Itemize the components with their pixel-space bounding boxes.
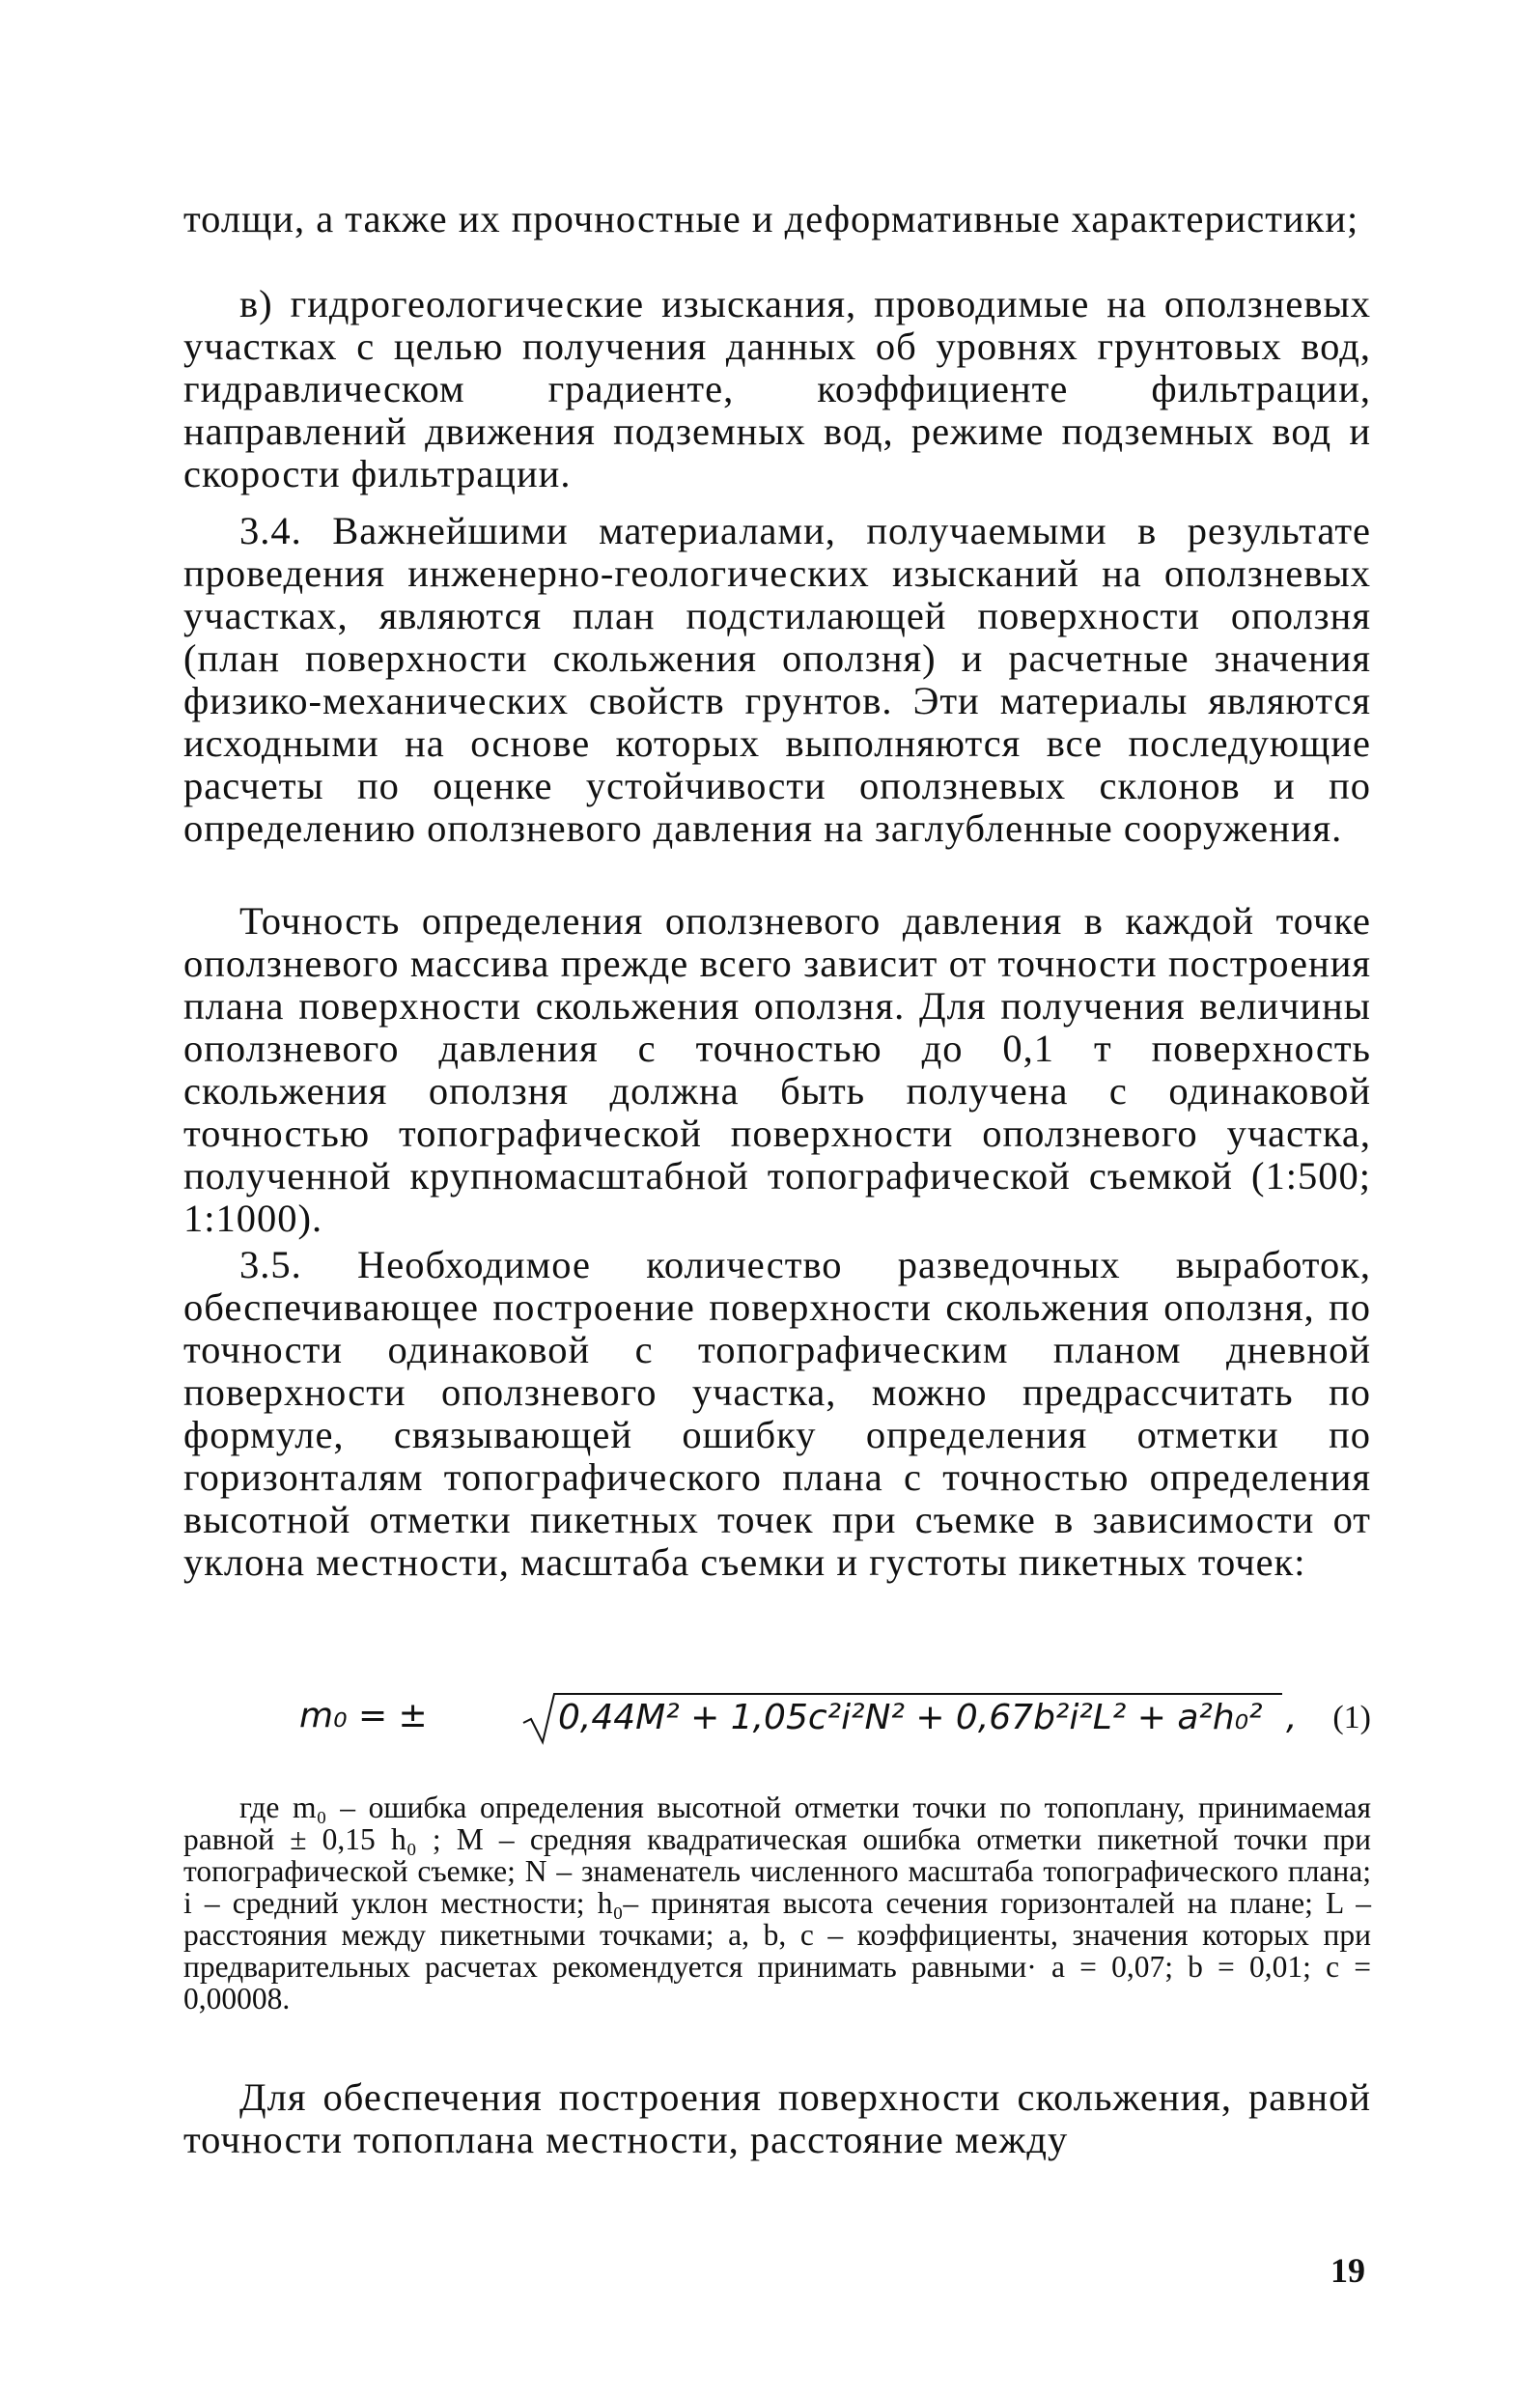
paragraph-section-3-5: 3.5. Необходимое количество разведочных выработок, обеспечивающее построение поверхности скольжения оползня, по точности одинаковой с топографическим планом дневной поверхности оползневого участка, можно предрассчитать по формуле, связывающей ошибку определения отметки по горизонталям топографического плана с точностью определения высотной отметки пикетных точек при съемке в зависимости от уклона местности, масштаба съемки и густоты пикетных точек: xyxy=(183,1243,1371,1584)
page-number: 19 xyxy=(1330,2251,1365,2290)
paragraph-list-item-v: в) гидрогеологические изыскания, проводимые на оползневых участках с целью получения данных об уровнях грунтовых вод, гидравлическом градиенте, коэффициенте фильтрации, направлений движения подземных вод, режиме подземных вод и скорости фильтрации. xyxy=(183,282,1371,495)
formula-lhs: m₀ = ± xyxy=(299,1696,428,1735)
formula-number: (1) xyxy=(1332,1700,1371,1735)
formula-radicand: 0,44M² + 1,05c²i²N² + 0,67b²i²L² + a²h₀² xyxy=(558,1698,1263,1737)
formula-trailing-comma: , xyxy=(1286,1698,1298,1737)
paragraph-continuation: толщи, а также их прочностные и деформативные характеристики; xyxy=(183,197,1359,240)
paragraph-formula-legend: где m₀ – ошибка определения высотной отметки точки по топоплану, принимаемая равной ± 0,15 h₀ ; M – средняя квадратическая ошибка отметки пикетной точки при топографической съемке; N – знаменатель численного масштаба топографического плана; i – средний уклон местности; h₀– принятая высота сечения горизонталей на плане; L – расстояния между пикетными точками; a, b, c – коэффициенты, значения которых при предварительных расчетах рекомендуется принимать равными· a = 0,07; b = 0,01; c = 0,00008. xyxy=(183,1790,1371,2015)
paragraph-final: Для обеспечения построения поверхности скольжения, равной точности топоплана местности, расстояние между xyxy=(183,2075,1371,2161)
paragraph-accuracy: Точность определения оползневого давления в каждой точке оползневого массива прежде всего зависит от точности построения плана поверхности скольжения оползня. Для получения величины оползневого давления с точностью до 0,1 т поверхность скольжения оползня должна быть получена с одинаковой точностью топографической поверхности оползневого участка, полученной крупномасштабной топографической съемкой (1:500; 1:1000). xyxy=(183,899,1371,1240)
paragraph-section-3-4: 3.4. Важнейшими материалами, получаемыми в результате проведения инженерно-геологических изысканий на оползневых участках, являются план подстилающей поверхности оползня (план поверхности скольжения оползня) и расчетные значения физико-механических свойств грунтов. Эти материалы являются исходными на основе которых выполняются все последующие расчеты по оценке устойчивости оползневых склонов и по определению оползневого давления на заглубленные сооружения. xyxy=(183,509,1371,850)
formula-1 xyxy=(299,1690,1371,1748)
